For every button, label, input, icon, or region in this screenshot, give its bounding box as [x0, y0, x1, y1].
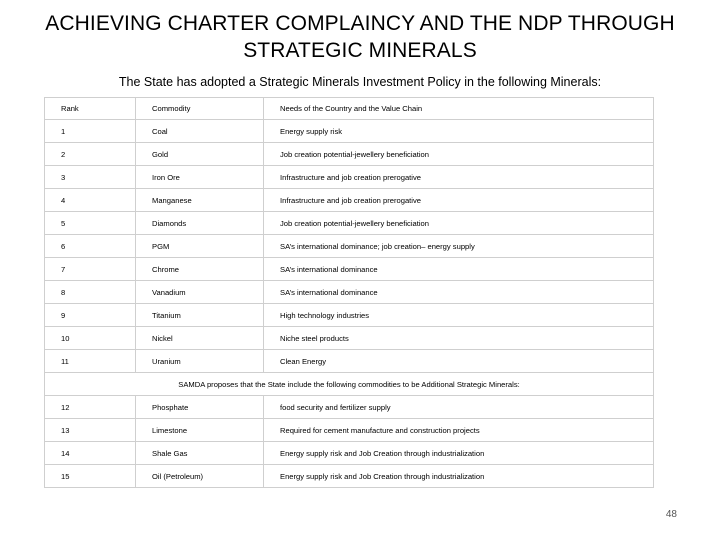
rank-cell: 9: [45, 304, 136, 327]
rank-cell: 15: [45, 465, 136, 488]
table-row: [45, 189, 654, 212]
additional-minerals-note-row: [45, 373, 654, 396]
table-row: [45, 166, 654, 189]
table-row: [45, 419, 654, 442]
rank-cell: 6: [45, 235, 136, 258]
rank-cell: 10: [45, 327, 136, 350]
commodity-cell: Vanadium: [136, 281, 264, 304]
needs-cell: Job creation potential-jewellery beneficiation: [264, 212, 654, 235]
needs-cell: High technology industries: [264, 304, 654, 327]
table-row: [45, 350, 654, 373]
table-row: [45, 143, 654, 166]
slide-title: ACHIEVING CHARTER COMPLAINCY AND THE NDP THROUGH STRATEGIC MINERALS: [45, 12, 675, 62]
strategic-minerals-table-container: [44, 97, 653, 488]
rank-cell: 2: [45, 143, 136, 166]
table-row: [45, 465, 654, 488]
commodity-cell: Diamonds: [136, 212, 264, 235]
needs-cell: Energy supply risk and Job Creation through industrialization: [264, 465, 654, 488]
additional-minerals-note: SAMDA proposes that the State include the following commodities to be Additional Strategic Minerals:: [45, 373, 654, 396]
rank-cell: 5: [45, 212, 136, 235]
header-rank: Rank: [45, 98, 136, 120]
needs-cell: Infrastructure and job creation prerogative: [264, 189, 654, 212]
needs-cell: Job creation potential-jewellery beneficiation: [264, 143, 654, 166]
needs-cell: SA’s international dominance: [264, 258, 654, 281]
commodity-cell: Limestone: [136, 419, 264, 442]
table-row: [45, 120, 654, 143]
table-row: [45, 304, 654, 327]
table-row: [45, 235, 654, 258]
slide-subtitle: The State has adopted a Strategic Minerals Investment Policy in the following Minerals:: [118, 75, 602, 89]
commodity-cell: Oil (Petroleum): [136, 465, 264, 488]
commodity-cell: Uranium: [136, 350, 264, 373]
rank-cell: 1: [45, 120, 136, 143]
header-needs: Needs of the Country and the Value Chain: [264, 98, 654, 120]
needs-cell: SA’s international dominance: [264, 281, 654, 304]
table-row: [45, 327, 654, 350]
rank-cell: 7: [45, 258, 136, 281]
commodity-cell: Iron Ore: [136, 166, 264, 189]
needs-cell: Required for cement manufacture and construction projects: [264, 419, 654, 442]
rank-cell: 14: [45, 442, 136, 465]
table-row: [45, 396, 654, 419]
commodity-cell: Coal: [136, 120, 264, 143]
commodity-cell: Titanium: [136, 304, 264, 327]
needs-cell: Energy supply risk and Job Creation through industrialization: [264, 442, 654, 465]
commodity-cell: Shale Gas: [136, 442, 264, 465]
commodity-cell: PGM: [136, 235, 264, 258]
table-header-row: [45, 98, 654, 120]
commodity-cell: Manganese: [136, 189, 264, 212]
page-number: 48: [665, 509, 677, 520]
needs-cell: Niche steel products: [264, 327, 654, 350]
rank-cell: 3: [45, 166, 136, 189]
header-commodity: Commodity: [136, 98, 264, 120]
rank-cell: 11: [45, 350, 136, 373]
needs-cell: SA’s international dominance; job creation– energy supply: [264, 235, 654, 258]
commodity-cell: Phosphate: [136, 396, 264, 419]
needs-cell: Clean Energy: [264, 350, 654, 373]
needs-cell: Infrastructure and job creation prerogative: [264, 166, 654, 189]
needs-cell: Energy supply risk: [264, 120, 654, 143]
rank-cell: 12: [45, 396, 136, 419]
commodity-cell: Chrome: [136, 258, 264, 281]
strategic-minerals-table: [44, 97, 654, 488]
table-row: [45, 281, 654, 304]
rank-cell: 4: [45, 189, 136, 212]
commodity-cell: Nickel: [136, 327, 264, 350]
table-row: [45, 212, 654, 235]
needs-cell: food security and fertilizer supply: [264, 396, 654, 419]
rank-cell: 8: [45, 281, 136, 304]
table-row: [45, 442, 654, 465]
table-row: [45, 258, 654, 281]
rank-cell: 13: [45, 419, 136, 442]
commodity-cell: Gold: [136, 143, 264, 166]
